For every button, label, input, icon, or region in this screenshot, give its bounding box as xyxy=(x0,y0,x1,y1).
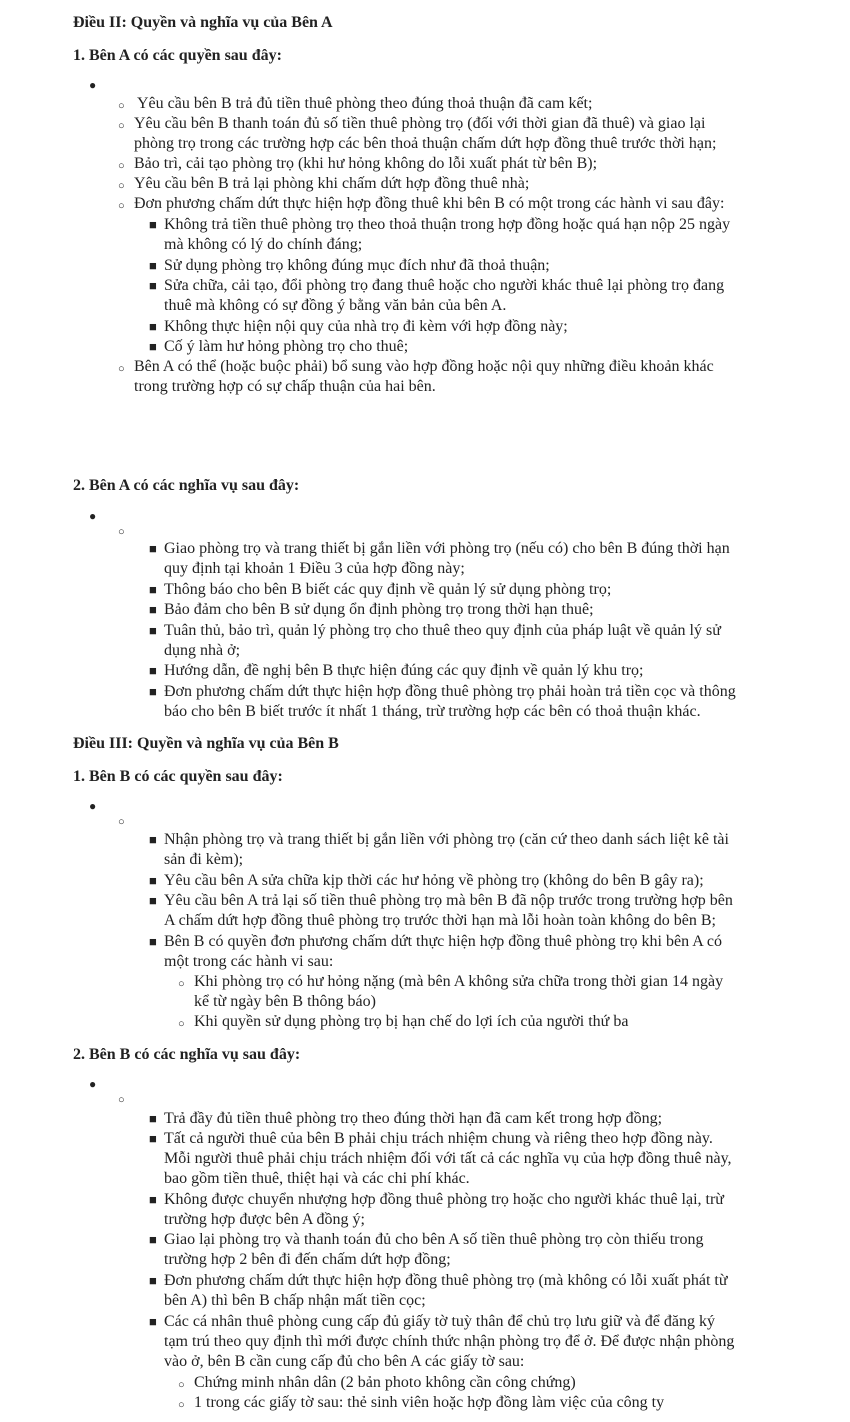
bullet-square: ■ xyxy=(149,663,157,678)
bullet-circle: ○ xyxy=(178,1018,185,1030)
list-item: Hướng dẫn, đề nghị bên B thực hiện đúng các quy định về quản lý khu trọ; xyxy=(164,662,644,679)
article-3-rights-heading: 1. Bên B có các quyền sau đây: xyxy=(73,768,283,785)
bullet-disc: ● xyxy=(89,509,97,523)
bullet-square: ■ xyxy=(149,623,157,638)
bullet-circle: ○ xyxy=(118,363,125,375)
bullet-circle: ○ xyxy=(118,1094,125,1106)
article-3-title: Điều III: Quyền và nghĩa vụ của Bên B xyxy=(73,735,339,752)
bullet-circle: ○ xyxy=(178,1399,185,1411)
list-item: một trong các hành vi sau: xyxy=(164,953,334,970)
list-item: Bảo đảm cho bên B sử dụng ổn định phòng trọ trong thời hạn thuê; xyxy=(164,601,594,618)
list-item: Đơn phương chấm dứt thực hiện hợp đồng thuê phòng trọ (mà không có lỗi xuất phát từ xyxy=(164,1272,728,1289)
list-item: Đơn phương chấm dứt thực hiện hợp đồng thuê khi bên B có một trong các hành vi sau đây: xyxy=(134,195,725,212)
list-item: Bên B có quyền đơn phương chấm dứt thực hiện hợp đồng thuê phòng trọ khi bên A có xyxy=(164,933,722,950)
list-item: tạm trú theo quy định thì mới được chính thức nhận phòng trọ để ở. Để được nhận phòng xyxy=(164,1333,735,1350)
list-item: Các cá nhân thuê phòng cung cấp đủ giấy tờ tuỳ thân để chủ trọ lưu giữ và để đăng ký xyxy=(164,1313,715,1330)
list-item: Không trả tiền thuê phòng trọ theo thoả thuận trong hợp đồng hoặc quá hạn nộp 25 ngày xyxy=(164,216,731,233)
bullet-square: ■ xyxy=(149,1111,157,1126)
list-item: quy định tại khoản 1 Điều 3 của hợp đồng này; xyxy=(164,560,465,577)
bullet-square: ■ xyxy=(149,1273,157,1288)
list-item: Đơn phương chấm dứt thực hiện hợp đồng thuê phòng trọ phải hoàn trả tiền cọc và thông xyxy=(164,683,736,700)
bullet-circle: ○ xyxy=(118,526,125,538)
bullet-square: ■ xyxy=(149,1192,157,1207)
bullet-circle: ○ xyxy=(118,200,125,212)
list-item: Mỗi người thuê phải chịu trách nhiệm đối với tất cả các nghĩa vụ của hợp đồng thuê này, xyxy=(164,1150,732,1167)
list-item: 1 trong các giấy tờ sau: thẻ sinh viên hoặc hợp đồng làm việc của công ty xyxy=(194,1394,665,1411)
bullet-circle: ○ xyxy=(178,978,185,990)
bullet-square: ■ xyxy=(149,873,157,888)
bullet-square: ■ xyxy=(149,934,157,949)
list-item: Không được chuyển nhượng hợp đồng thuê phòng trọ hoặc cho người khác thuê lại, trừ xyxy=(164,1191,724,1208)
list-item: Thông báo cho bên B biết các quy định về quản lý sử dụng phòng trọ; xyxy=(164,581,612,598)
list-item: trường hợp 2 bên đi đến chấm dứt hợp đồng; xyxy=(164,1251,451,1268)
bullet-circle: ○ xyxy=(118,816,125,828)
list-item: phòng trọ trong các trường hợp các bên thoả thuận chấm dứt hợp đồng thuê trước thời hạn; xyxy=(134,135,717,152)
bullet-square: ■ xyxy=(149,1232,157,1247)
bullet-disc: ● xyxy=(89,78,97,92)
list-item: Giao lại phòng trọ và thanh toán đủ cho bên A số tiền thuê phòng trọ còn thiếu trong xyxy=(164,1231,704,1248)
list-item: sản đi kèm); xyxy=(164,851,244,868)
list-item: Khi phòng trọ có hư hỏng nặng (mà bên A không sửa chữa trong thời gian 14 ngày xyxy=(194,973,724,990)
article-2-duties-heading: 2. Bên A có các nghĩa vụ sau đây: xyxy=(73,477,300,494)
list-item: Không thực hiện nội quy của nhà trọ đi kèm với hợp đồng này; xyxy=(164,318,568,335)
list-item: Sửa chữa, cải tạo, đổi phòng trọ đang thuê hoặc cho người khác thuê lại phòng trọ đang xyxy=(164,277,725,294)
list-item: Giao phòng trọ và trang thiết bị gắn liền với phòng trọ (nếu có) cho bên B đúng thời hạn xyxy=(164,540,730,557)
bullet-square: ■ xyxy=(149,1131,157,1146)
bullet-square: ■ xyxy=(149,339,157,354)
bullet-circle: ○ xyxy=(118,160,125,172)
list-item: Yêu cầu bên B thanh toán đủ số tiền thuê phòng trọ (đối với thời gian đã thuê) và giao lại xyxy=(134,115,706,132)
list-item: Tuân thủ, bảo trì, quản lý phòng trọ cho thuê theo quy định của pháp luật về quản lý sử xyxy=(164,622,721,639)
list-item: Tất cả người thuê của bên B phải chịu trách nhiệm chung và riêng theo hợp đồng này. xyxy=(164,1130,713,1147)
bullet-square: ■ xyxy=(149,684,157,699)
list-item: Chứng minh nhân dân (2 bản photo không cần công chứng) xyxy=(194,1374,576,1391)
list-item: dụng nhà ở; xyxy=(164,642,241,659)
list-item: vào ở, bên B cần cung cấp đủ cho bên A các giấy tờ sau: xyxy=(164,1353,525,1370)
bullet-square: ■ xyxy=(149,319,157,334)
list-item: Khi quyền sử dụng phòng trọ bị hạn chế do lợi ích của người thứ ba xyxy=(194,1013,629,1030)
list-item: Yêu cầu bên B trả đủ tiền thuê phòng theo đúng thoả thuận đã cam kết; xyxy=(137,95,593,112)
bullet-disc: ● xyxy=(89,1077,97,1091)
list-item: Yêu cầu bên A sửa chữa kịp thời các hư hỏng về phòng trọ (không do bên B gây ra); xyxy=(164,872,704,889)
list-item: Nhận phòng trọ và trang thiết bị gắn liền với phòng trọ (căn cứ theo danh sách liệt kê tài xyxy=(164,831,729,848)
list-item: A chấm dứt hợp đồng thuê phòng trọ trước thời hạn mà lỗi hoàn toàn không do bên B; xyxy=(164,912,716,929)
list-item: Bên A có thể (hoặc buộc phải) bổ sung vào hợp đồng hoặc nội quy những điều khoản khác xyxy=(134,358,714,375)
article-2-rights-heading: 1. Bên A có các quyền sau đây: xyxy=(73,47,282,64)
bullet-square: ■ xyxy=(149,602,157,617)
list-item: Yêu cầu bên B trả lại phòng khi chấm dứt hợp đồng thuê nhà; xyxy=(134,175,530,192)
bullet-square: ■ xyxy=(149,1314,157,1329)
list-item: Sử dụng phòng trọ không đúng mục đích như đã thoả thuận; xyxy=(164,257,550,274)
bullet-square: ■ xyxy=(149,278,157,293)
list-item: trong trường hợp có sự chấp thuận của hai bên. xyxy=(134,378,436,395)
article-3-duties-heading: 2. Bên B có các nghĩa vụ sau đây: xyxy=(73,1046,301,1063)
bullet-square: ■ xyxy=(149,893,157,908)
bullet-square: ■ xyxy=(149,582,157,597)
bullet-circle: ○ xyxy=(118,100,125,112)
list-item: trường hợp được bên A đồng ý; xyxy=(164,1211,365,1228)
list-item: kể từ ngày bên B thông báo) xyxy=(194,993,376,1010)
bullet-disc: ● xyxy=(89,799,97,813)
bullet-circle: ○ xyxy=(118,120,125,132)
list-item: Bảo trì, cải tạo phòng trọ (khi hư hỏng không do lỗi xuất phát từ bên B); xyxy=(134,155,598,172)
list-item: bên A) thì bên B chấp nhận mất tiền cọc; xyxy=(164,1292,426,1309)
list-item: Trả đầy đủ tiền thuê phòng trọ theo đúng thời hạn đã cam kết trong hợp đồng; xyxy=(164,1110,663,1127)
article-2-title: Điều II: Quyền và nghĩa vụ của Bên A xyxy=(73,14,333,31)
list-item: Cố ý làm hư hỏng phòng trọ cho thuê; xyxy=(164,338,409,355)
bullet-square: ■ xyxy=(149,832,157,847)
bullet-circle: ○ xyxy=(118,180,125,192)
list-item: báo cho bên B biết trước ít nhất 1 tháng, trừ trường hợp các bên có thoả thuận khác. xyxy=(164,703,701,720)
list-item: thuê mà không có sự đồng ý bằng văn bản của bên A. xyxy=(164,297,507,314)
list-item: bao gồm tiền thuê, thiệt hại và các chi phí khác. xyxy=(164,1170,470,1187)
bullet-circle: ○ xyxy=(178,1379,185,1391)
bullet-square: ■ xyxy=(149,541,157,556)
bullet-square: ■ xyxy=(149,258,157,273)
bullet-square: ■ xyxy=(149,217,157,232)
list-item: mà không có lý do chính đáng; xyxy=(164,236,363,253)
list-item: Yêu cầu bên A trả lại số tiền thuê phòng trọ mà bên B đã nộp trước trong trường hợp bên xyxy=(164,892,733,909)
